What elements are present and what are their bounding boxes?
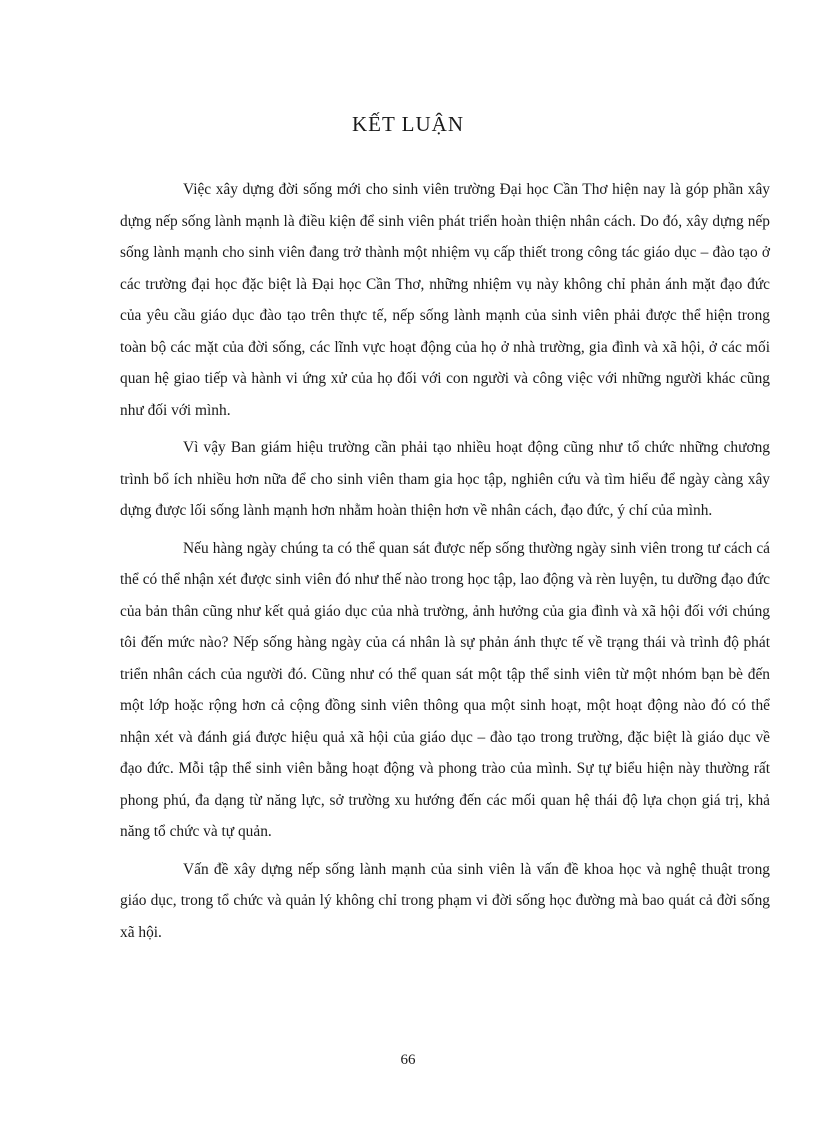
body-text — [120, 174, 770, 954]
paragraph-3: Nếu hàng ngày chúng ta có thể quan sát được nếp sống thường ngày sinh viên trong tư cách cá thể có thể nhận xét được sinh viên đó như thế nào trong học tập, lao động và rèn luyện, tu dưỡng đạo đức của bản thân cũng như kết quả giáo dục của nhà trường, ảnh hưởng của gia đình và xã hội đối với chúng tôi đến mức nào? Nếp sống hàng ngày của cá nhân là sự phản ánh thực tế về trạng thái và trình độ phát triển nhân cách của người đó. Cũng như có thể quan sát một tập thể sinh viên từ một nhóm bạn bè đến một lớp hoặc rộng hơn cả cộng đồng sinh viên thông qua một sinh hoạt, một hoạt động nào đó có thể nhận xét và đánh giá được hiệu quả xã hội của giáo dục – đào tạo trong trường, đặc biệt là giáo dục về đạo đức. Mỗi tập thể sinh viên bằng hoạt động và phong trào của mình. Sự tự biểu hiện này thường rất phong phú, đa dạng từ năng lực, sở trường xu hướng đến các mối quan hệ thái độ lựa chọn giá trị, khả năng tổ chức và tự quản. — [120, 539, 770, 840]
page-number: 66 — [400, 1052, 416, 1068]
page-title: KẾT LUẬN — [351, 112, 464, 136]
paragraph-2: Vì vậy Ban giám hiệu trường cần phải tạo nhiều hoạt động cũng như tổ chức những chương trình bổ ích nhiều hơn nữa để cho sinh viên tham gia học tập, nghiên cứu và tìm hiểu để ngày càng xây dựng được lối sống lành mạnh hơn nhằm hoàn thiện hơn về nhân cách, đạo đức, ý chí của mình. — [120, 439, 770, 519]
paragraph-4: Vấn đề xây dựng nếp sống lành mạnh của sinh viên là vấn đề khoa học và nghệ thuật trong giáo dục, trong tổ chức và quản lý không chỉ trong phạm vi đời sống học đường mà bao quát cả đời sống xã hội. — [120, 860, 770, 941]
paragraph-1: Việc xây dựng đời sống mới cho sinh viên trường Đại học Cần Thơ hiện nay là góp phần xây dựng nếp sống lành mạnh là điều kiện để sinh viên phát triển hoàn thiện nhân cách. Do đó, xây dựng nếp sống lành mạnh cho sinh viên đang trở thành một nhiệm vụ cấp thiết trong công tác giáo dục – đào tạo ở các trường đại học đặc biệt là Đại học Cần Thơ, những nhiệm vụ này không chỉ phản ánh mặt đạo đức của yêu cầu giáo dục đào tạo trên thực tế, nếp sống lành mạnh của sinh viên phải được thể hiện trong toàn bộ các mặt của đời sống, các lĩnh vực hoạt động của họ ở nhà trường, gia đình và xã hội, ở các mối quan hệ giao tiếp và hành vi ứng xử của họ đối với con người và công việc với những người khác cũng như đối với mình. — [120, 181, 770, 419]
